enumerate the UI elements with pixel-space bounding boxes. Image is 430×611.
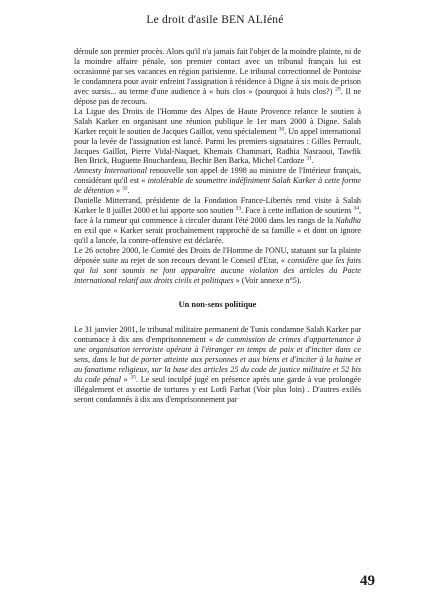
paragraph-2 xyxy=(74,107,361,167)
footnote-ref: 32 xyxy=(122,185,128,192)
text: . Un appel international pour la levée de l'assignation est lancé. Parmi les premiers signataires : Gilles Perrault, Jacques Gaillot, Pierre Vidal-Naquet, Khemais Chammari, Radhia Nasraoui, Tawfik Ben Brick, Huguette Bouchardeau, Bechir Ben Barka, Michel Cardoze xyxy=(74,126,361,166)
text: en exil que « Karker serait prochainement rapproché de sa famille » et dont on ignore qu'il a lancée, la contre-offensive est déclarée. xyxy=(74,226,361,246)
running-head: Le droit d'asile BEN ALIéné xyxy=(146,14,284,26)
quotation: considère que les faits qui lui sont soumis ne font apparaître aucune violation des articles du Pacte international relatif aux droits civils et politiques xyxy=(74,256,361,285)
body-text xyxy=(74,47,361,404)
text: Danielle Mitterrand, présidente de la Fondation France-Libertés rend visite à Salah Karker le 8 juillet 2000 et lui apporte son soutien xyxy=(74,196,361,216)
footnote-ref: 35 xyxy=(130,373,136,380)
text: . Le seul inculpé jugé en présence après une garde à vue prolongée illégalement et assortie de tortures y est Lotfi Farhat (Voir plus loin) . D'autres exilés seront condamnés à dix ans d'emprisonnement par xyxy=(74,374,361,404)
party-name: Nahdha xyxy=(335,216,361,226)
organization-name: Amnesty International xyxy=(74,166,147,176)
quotation: intolérable de soumettre indéfiniment Salah Karker à cette forme de détention xyxy=(74,176,361,196)
text: Le 31 janvier 2001, le tribunal militaire permanent de Tunis condamne Salah Karker par contumace à dix ans d'emprisonnement « xyxy=(74,324,362,344)
text: déroule son premier procès. Alors qu'il n'a jamais fait l'objet de la moindre plainte, ni de la moindre affaire pénale, son premier contact avec un tribunal français lui est occasionné par ses vacances en région parisienne. Le tribunal correctionnel de Pontoise le condamnera pour avoir enfreint l'assignation à résidence à Digne à six mois de prison avec sursis... au terme d'une audience à « huis clos » (pourquoi à huis clos?) xyxy=(74,47,361,96)
footnote-ref: 33 xyxy=(235,205,242,212)
text: . xyxy=(127,186,130,196)
paragraph-1 xyxy=(74,47,361,107)
footnote-ref: 30 xyxy=(278,125,285,132)
footnote-ref: 34 xyxy=(353,205,359,212)
paragraph-4 xyxy=(74,196,361,246)
text: . Face à cette inflation de soutiens xyxy=(241,206,354,216)
text: La Ligue des Droits de l'Homme des Alpes de Haute Provence relance le soutien à Salah Karker en organisant une réunion publique le 1er mars 2000 à Digne. Salah Karker reçoit le soutien de Jacques Gaillot, venu spécialement xyxy=(74,106,361,136)
quotation: de commission de crimes d'appartenance à une organisation terroriste opérant à l'étranger en temps de paix et d'inciter dans ce sens, dans le but de porter atteinte aux personnes et aux biens et d'inciter à la haine et au fanatisme religieux, sur la base des articles 25 du code de justice militaire et 52 bis du code pénal xyxy=(74,334,361,384)
text: . xyxy=(311,156,314,166)
text: » xyxy=(120,374,131,384)
page-number: 49 xyxy=(360,573,375,589)
footnote-ref: 29 xyxy=(335,86,341,93)
text: » xyxy=(113,186,123,196)
paragraph-3 xyxy=(74,166,361,196)
paragraph-5 xyxy=(74,246,361,286)
text: » (Voir annexe n°5). xyxy=(233,275,302,285)
text: , face à la rumeur qui commence à circuler durant l'été 2000 dans les rangs de la xyxy=(74,206,362,226)
text: renouvelle son appel de 1998 au ministre de l'Intérieur français, considérant qu'il est « xyxy=(74,166,361,186)
paragraph-6 xyxy=(74,325,361,405)
footnote-ref: 31 xyxy=(306,155,312,162)
text: . Il ne dépose pas de recours. xyxy=(74,86,361,106)
section-heading: Un non-sens politique xyxy=(178,299,257,309)
text: Le 26 octobre 2000, le Comité des Droits de l'Homme de l'ONU, statuant sur la plainte déposée suite au rejet de son recours devant le Conseil d'Etat, « xyxy=(74,246,361,266)
